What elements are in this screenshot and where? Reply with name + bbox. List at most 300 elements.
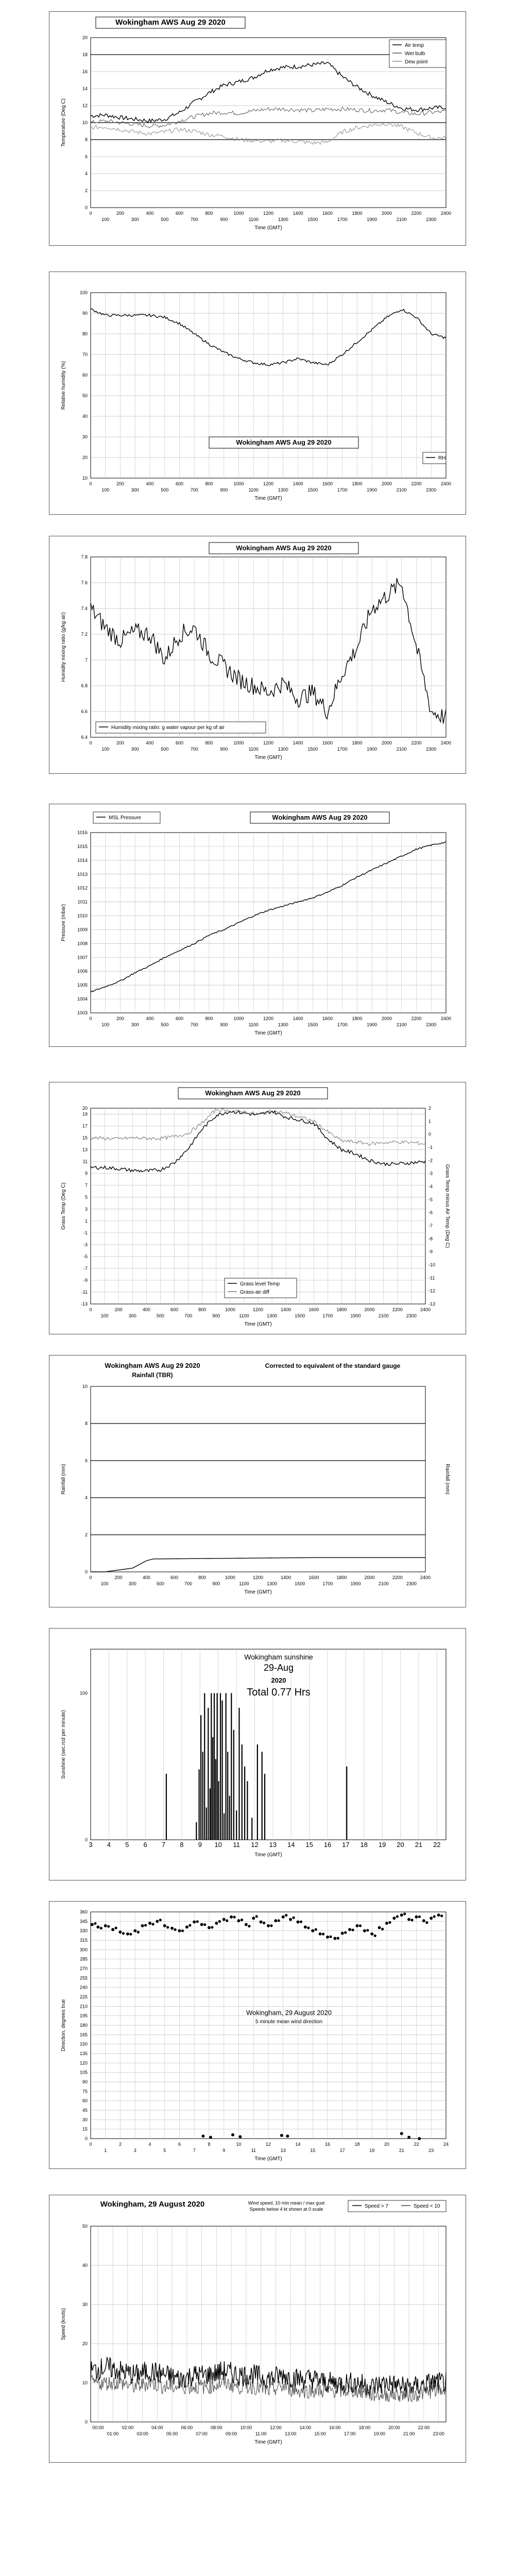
- x-tick-label: 0: [89, 2142, 92, 2147]
- x-tick-label: 1500: [295, 1581, 305, 1586]
- sunshine-total: Total 0.77 Hrs: [247, 1687, 311, 1698]
- y-tick-label: 12: [82, 103, 88, 108]
- x-tick-label: 15:00: [314, 2431, 326, 2436]
- x-tick-label: 12: [251, 1841, 259, 1849]
- wind-direction-point: [267, 1924, 270, 1927]
- y-tick-label: 30: [82, 434, 88, 439]
- x-tick-label: 08:00: [211, 2425, 222, 2430]
- wind-direction-point: [370, 1933, 373, 1936]
- x-tick-label: 8: [208, 2142, 211, 2147]
- y-tick-label: 1005: [77, 982, 88, 988]
- wind-direction-point: [215, 1922, 218, 1925]
- chart-note: Speeds below 4 kt shown at 0 scale: [249, 2207, 323, 2212]
- x-tick-label: 200: [114, 1575, 123, 1580]
- wind-direction-point: [297, 1921, 300, 1924]
- wind-direction-point: [418, 2137, 421, 2140]
- x-tick-label: 23: [428, 2148, 434, 2153]
- wind-direction-point: [181, 1929, 184, 1932]
- chart-panel-pressure: [49, 804, 466, 1047]
- x-tick-label: 2400: [440, 1016, 452, 1021]
- x-tick-label: 900: [220, 747, 228, 752]
- x-tick-label: 1800: [336, 1575, 347, 1580]
- wind-direction-point: [418, 1916, 421, 1918]
- wind-direction-point: [403, 1912, 406, 1915]
- wind-direction-point: [374, 1935, 376, 1937]
- y-axis-label: Relative humidity (%): [61, 361, 66, 410]
- y-tick-label: 1: [84, 1218, 88, 1224]
- wind-direction-point: [144, 1924, 147, 1926]
- wind-direction-point: [415, 1916, 418, 1919]
- x-tick-label: 0: [89, 1016, 92, 1021]
- legend-label: Speed > 7: [365, 2204, 388, 2209]
- wind-direction-point: [104, 1924, 107, 1927]
- x-tick-label: 11: [251, 2148, 256, 2153]
- y-tick-label: 255: [79, 1975, 88, 1981]
- y-tick-label: 80: [82, 331, 88, 336]
- wind-direction-point: [300, 1921, 302, 1923]
- x-tick-label: 2300: [406, 1581, 417, 1586]
- x-tick-label: 11: [233, 1841, 240, 1849]
- wind-direction-point: [156, 1920, 159, 1923]
- y-tick-label: 0: [84, 205, 88, 210]
- chart-title: Wokingham AWS Aug 29 2020: [272, 814, 368, 821]
- x-tick-label: 300: [131, 747, 139, 752]
- x-axis-label: Time (GMT): [254, 1852, 282, 1858]
- wind-direction-point: [209, 2136, 212, 2139]
- x-tick-label: 1300: [267, 1313, 278, 1318]
- y-tick-label: 2: [84, 1532, 88, 1537]
- wind-direction-point: [238, 2135, 242, 2138]
- y-tick-label: 135: [79, 2051, 88, 2056]
- x-tick-label: 400: [146, 211, 154, 216]
- wind-direction-point: [248, 1925, 250, 1927]
- humidity-chart: [49, 272, 466, 514]
- chart-title: Wokingham, 29 August 2020: [246, 2009, 332, 2016]
- chart-annotation: Corrected to equivalent of the standard gauge: [265, 1362, 401, 1369]
- x-tick-label: 1900: [350, 1313, 361, 1318]
- y-tick-label: 225: [79, 1994, 88, 1999]
- x-tick-label: 1400: [293, 481, 303, 486]
- x-tick-label: 600: [170, 1307, 179, 1312]
- y-tick-label: 10: [82, 1384, 88, 1389]
- x-tick-label: 1300: [267, 1581, 278, 1586]
- x-tick-label: 02:00: [122, 2425, 134, 2430]
- wind-direction-point: [245, 1923, 248, 1926]
- x-axis-label: Time (GMT): [254, 2439, 282, 2445]
- x-tick-label: 4: [107, 1841, 111, 1849]
- y-tick-label: 1013: [77, 871, 88, 877]
- y-tick-label: 1011: [77, 899, 88, 905]
- y-tick-label: 6: [84, 154, 88, 159]
- y-tick-label: 4: [84, 1495, 88, 1500]
- x-tick-label: 2200: [392, 1575, 403, 1580]
- y-tick-label: 6: [84, 1458, 88, 1463]
- x-tick-label: 1000: [233, 481, 244, 486]
- x-tick-label: 19: [378, 1841, 386, 1849]
- x-tick-label: 400: [142, 1307, 150, 1312]
- wind-direction-point: [200, 1923, 203, 1926]
- wind-direction-point: [263, 1922, 265, 1924]
- x-tick-label: 1200: [263, 481, 274, 486]
- y2-tick-label: -13: [428, 1301, 436, 1307]
- sunshine-bar: [251, 1818, 252, 1840]
- x-tick-label: 100: [101, 747, 110, 752]
- x-tick-label: 1500: [307, 747, 318, 752]
- y-tick-label: 19: [82, 1111, 88, 1117]
- y-tick-label: 4: [84, 171, 88, 176]
- x-tick-label: 2100: [378, 1313, 389, 1318]
- x-tick-label: 03:00: [136, 2431, 148, 2436]
- x-tick-label: 21: [415, 1841, 423, 1849]
- x-tick-label: 6: [143, 1841, 147, 1849]
- x-tick-label: 1500: [307, 217, 318, 222]
- plot-area: [91, 1386, 425, 1572]
- sunshine-bar: [220, 1693, 221, 1840]
- y-tick-label: 240: [79, 1985, 88, 1990]
- y-tick-label: 0: [84, 1569, 88, 1574]
- y-tick-label: 3: [84, 1206, 88, 1212]
- x-tick-label: 1300: [278, 217, 288, 222]
- y-tick-label: 7.4: [81, 606, 88, 611]
- x-tick-label: 2200: [411, 740, 422, 745]
- x-tick-label: 1200: [263, 211, 274, 216]
- x-tick-label: 1000: [225, 1575, 235, 1580]
- y-tick-label: 180: [79, 2023, 88, 2028]
- y-tick-label: 60: [82, 2098, 88, 2104]
- legend-label: RH: [438, 455, 446, 461]
- wind-direction-point: [208, 1926, 211, 1929]
- x-tick-label: 16: [323, 1841, 332, 1849]
- x-tick-label: 0: [89, 211, 92, 216]
- x-tick-label: 21:00: [403, 2431, 415, 2436]
- y-tick-label: 120: [79, 2060, 88, 2066]
- x-tick-label: 1900: [367, 217, 377, 222]
- y-tick-label: 10: [82, 120, 88, 125]
- wind-direction-point: [231, 2133, 234, 2137]
- x-tick-label: 7: [193, 2148, 196, 2153]
- x-tick-label: 500: [161, 1022, 169, 1027]
- y2-axis-label: Grass Temp minus Air Temp (Deg C): [444, 1164, 450, 1248]
- x-tick-label: 800: [205, 1016, 213, 1021]
- chart-panel-rainfall: [49, 1355, 466, 1607]
- x-tick-label: 400: [146, 481, 154, 486]
- y-tick-label: 360: [79, 1909, 88, 1914]
- x-tick-label: 100: [100, 1313, 109, 1318]
- wind-direction-point: [174, 1928, 177, 1931]
- wind-direction-point: [381, 1928, 384, 1930]
- sunshine-bar: [226, 1693, 227, 1840]
- y-tick-label: 18: [82, 52, 88, 57]
- chart-panel-grass-temp: [49, 1082, 466, 1334]
- x-tick-label: 2100: [378, 1581, 389, 1586]
- wind-direction-point: [218, 1920, 221, 1923]
- y2-tick-label: -9: [428, 1249, 433, 1255]
- wind-direction-point: [430, 1917, 433, 1920]
- y2-tick-label: -11: [428, 1275, 435, 1281]
- wind-direction-point: [163, 1924, 166, 1927]
- x-tick-label: 5: [163, 2148, 166, 2153]
- y-tick-label: 7.8: [81, 554, 88, 560]
- legend-label: Dew point: [405, 59, 428, 65]
- wind-direction-chart: [49, 1902, 466, 2168]
- x-tick-label: 1200: [252, 1575, 264, 1580]
- y-axis-label: Sunshine (sec.rcd per minute): [61, 1710, 66, 1779]
- x-tick-label: 16:00: [329, 2425, 341, 2430]
- y-axis-label: Temperature (Deg C): [61, 98, 66, 147]
- x-tick-label: 18: [354, 2142, 360, 2147]
- x-tick-label: 10:00: [240, 2425, 252, 2430]
- y-tick-label: 165: [79, 2032, 88, 2038]
- wind-direction-point: [422, 1919, 425, 1922]
- y-tick-label: 45: [82, 2108, 88, 2113]
- x-tick-label: 12:00: [270, 2425, 282, 2430]
- y-tick-label: 1014: [77, 857, 88, 863]
- sunshine-bar: [218, 1781, 219, 1840]
- y2-tick-label: -5: [428, 1197, 433, 1202]
- x-tick-label: 2400: [440, 740, 452, 745]
- wind-direction-point: [107, 1925, 110, 1928]
- wind-direction-point: [255, 1915, 258, 1918]
- x-tick-label: 1400: [293, 211, 303, 216]
- y-tick-label: -1: [83, 1230, 88, 1235]
- y2-tick-label: 1: [428, 1118, 432, 1124]
- sunshine-bar: [227, 1752, 228, 1840]
- x-tick-label: 06:00: [181, 2425, 193, 2430]
- wind-direction-point: [356, 1924, 359, 1927]
- wind-direction-point: [282, 1916, 285, 1919]
- y2-tick-label: 2: [428, 1106, 432, 1111]
- sunshine-bar: [233, 1730, 234, 1840]
- x-tick-label: 11:00: [255, 2431, 267, 2436]
- wind-direction-point: [400, 1913, 403, 1917]
- x-tick-label: 1600: [322, 1016, 333, 1021]
- wind-direction-point: [400, 2132, 403, 2135]
- y-tick-label: 16: [82, 69, 88, 74]
- legend-label: Wet bulb: [405, 51, 425, 57]
- x-tick-label: 100: [101, 487, 110, 493]
- y-tick-label: 100: [79, 290, 88, 295]
- sunshine-bar: [247, 1781, 248, 1840]
- wind-direction-point: [333, 1937, 336, 1940]
- x-tick-label: 1700: [337, 487, 348, 493]
- x-tick-label: 22: [433, 1841, 441, 1849]
- wind-direction-point: [433, 1915, 436, 1918]
- x-tick-label: 00:00: [92, 2425, 104, 2430]
- wind-direction-point: [274, 1919, 277, 1922]
- y-axis-label: Grass Temp (Deg C): [61, 1182, 66, 1230]
- x-axis-label: Time (GMT): [254, 496, 282, 501]
- x-tick-label: 200: [116, 740, 125, 745]
- wind-direction-point: [440, 1914, 443, 1917]
- plot-area: [91, 1649, 446, 1840]
- y-tick-label: 20: [82, 1106, 88, 1111]
- x-tick-label: 2100: [396, 487, 407, 493]
- x-tick-label: 4: [148, 2142, 151, 2147]
- x-tick-label: 100: [101, 217, 110, 222]
- x-tick-label: 1100: [248, 1022, 259, 1027]
- x-tick-label: 9: [222, 2148, 226, 2153]
- y-tick-label: 195: [79, 2013, 88, 2019]
- y2-tick-label: -2: [428, 1158, 433, 1163]
- x-tick-label: 04:00: [151, 2425, 163, 2430]
- wind-direction-point: [352, 1928, 354, 1931]
- x-tick-label: 1100: [248, 747, 259, 752]
- chart-title: Wokingham AWS Aug 29 2020: [236, 438, 332, 446]
- x-tick-label: 09:00: [225, 2431, 237, 2436]
- wind-direction-point: [326, 1936, 329, 1939]
- x-tick-label: 1700: [337, 1022, 348, 1027]
- wind-direction-point: [407, 1918, 410, 1921]
- x-tick-label: 1200: [263, 1016, 274, 1021]
- x-tick-label: 17:00: [344, 2431, 356, 2436]
- x-tick-label: 20:00: [388, 2425, 400, 2430]
- y-tick-label: 345: [79, 1919, 88, 1924]
- x-tick-label: 900: [220, 487, 228, 493]
- x-tick-label: 5: [125, 1841, 129, 1849]
- x-tick-label: 1000: [233, 211, 244, 216]
- x-axis-label: Time (GMT): [254, 1030, 282, 1036]
- x-tick-label: 3: [89, 1841, 93, 1849]
- x-tick-label: 8: [180, 1841, 184, 1849]
- wind-direction-point: [211, 1926, 213, 1928]
- y-tick-label: -11: [81, 1289, 88, 1295]
- y-axis-label: Speed (knots): [61, 2308, 66, 2341]
- wind-direction-point: [233, 1916, 236, 1918]
- y-tick-label: 30: [82, 2302, 88, 2307]
- x-tick-label: 300: [131, 487, 139, 493]
- x-tick-label: 2100: [396, 217, 407, 222]
- x-tick-label: 3: [133, 2148, 136, 2153]
- chart-title: Wokingham AWS Aug 29 2020: [205, 1089, 301, 1097]
- x-tick-label: 600: [175, 211, 184, 216]
- wind-direction-point: [166, 1926, 169, 1928]
- x-tick-label: 24: [443, 2142, 449, 2147]
- chart-title: Wokingham, 29 August 2020: [100, 2200, 205, 2209]
- x-tick-label: 1600: [322, 481, 333, 486]
- x-tick-label: 1900: [367, 747, 377, 752]
- chart-panel-humidity: [49, 272, 466, 515]
- x-tick-label: 1000: [233, 1016, 244, 1021]
- temperature-chart: [49, 12, 466, 245]
- y-tick-label: 9: [84, 1171, 88, 1176]
- y2-axis-label: Rainfall (mm): [444, 1464, 450, 1495]
- sunshine-bar: [210, 1788, 211, 1840]
- x-tick-label: 300: [128, 1313, 136, 1318]
- wind-direction-point: [94, 1922, 96, 1925]
- x-tick-label: 05:00: [166, 2431, 178, 2436]
- y-tick-label: 10: [82, 2380, 88, 2385]
- x-tick-label: 1200: [263, 740, 274, 745]
- y-tick-label: 1003: [77, 1010, 88, 1015]
- x-tick-label: 1900: [367, 487, 377, 493]
- x-tick-label: 1100: [248, 217, 259, 222]
- y2-tick-label: -7: [428, 1223, 433, 1228]
- chart-title: Wokingham AWS Aug 29 2020: [105, 1362, 200, 1369]
- x-tick-label: 18: [360, 1841, 368, 1849]
- x-tick-label: 700: [184, 1581, 193, 1586]
- chart-note: Wind speed, 10 min mean / max gust: [248, 2200, 325, 2206]
- x-tick-label: 1800: [352, 211, 363, 216]
- wind-direction-point: [280, 2134, 283, 2137]
- x-tick-label: 1600: [308, 1307, 319, 1312]
- y-axis-label: Humidity mixing ratio (g/kg air): [61, 612, 66, 682]
- y2-tick-label: -6: [428, 1210, 433, 1215]
- x-tick-label: 1500: [295, 1313, 305, 1318]
- x-tick-label: 1700: [322, 1313, 333, 1318]
- y-tick-label: 1016: [77, 830, 88, 835]
- x-tick-label: 1000: [233, 740, 244, 745]
- wind-direction-point: [185, 1925, 188, 1928]
- wind-direction-point: [396, 1915, 399, 1918]
- x-tick-label: 19: [369, 2148, 375, 2153]
- wind-direction-point: [91, 1923, 94, 1926]
- y-tick-label: 100: [79, 1690, 88, 1696]
- x-tick-label: 1900: [350, 1581, 361, 1586]
- chart-panel-sunshine: [49, 1628, 466, 1880]
- wind-direction-point: [337, 1937, 339, 1939]
- x-tick-label: 21: [399, 2148, 404, 2153]
- wind-direction-point: [425, 1921, 428, 1924]
- y-tick-label: 8: [84, 137, 88, 142]
- x-tick-label: 1700: [337, 747, 348, 752]
- y-axis-label: Pressure (mbar): [61, 904, 66, 942]
- y-tick-label: 15: [82, 1135, 88, 1141]
- sunshine-bar: [214, 1693, 215, 1840]
- y-tick-label: 20: [82, 455, 88, 460]
- x-tick-label: 1600: [322, 211, 333, 216]
- sunshine-bar: [196, 1822, 197, 1840]
- x-tick-label: 1400: [281, 1575, 291, 1580]
- y-tick-label: 11: [82, 1159, 88, 1164]
- wind-direction-point: [307, 1926, 310, 1929]
- x-tick-label: 2100: [396, 747, 407, 752]
- x-tick-label: 1200: [252, 1307, 264, 1312]
- wind-direction-point: [437, 1913, 440, 1917]
- y2-tick-label: -10: [428, 1262, 436, 1267]
- x-tick-label: 01:00: [107, 2431, 119, 2436]
- x-tick-label: 13:00: [284, 2431, 297, 2436]
- wind-direction-point: [407, 2136, 410, 2139]
- y-tick-label: 6.6: [81, 709, 88, 714]
- sunshine-bar: [264, 1774, 265, 1840]
- y-tick-label: 7.6: [81, 580, 88, 585]
- wind-direction-point: [203, 1923, 206, 1926]
- wind-direction-point: [348, 1928, 351, 1931]
- x-tick-label: 22: [414, 2142, 419, 2147]
- mixing-ratio-chart: [49, 536, 466, 773]
- x-tick-label: 2300: [426, 487, 437, 493]
- x-tick-label: 13: [280, 2148, 286, 2153]
- x-tick-label: 2300: [426, 747, 437, 752]
- y2-tick-label: -3: [428, 1171, 433, 1176]
- wind-direction-point: [126, 1933, 129, 1936]
- wind-direction-point: [315, 1928, 317, 1931]
- wind-direction-point: [366, 1929, 369, 1931]
- x-tick-label: 1: [104, 2148, 107, 2153]
- sunshine-bar: [244, 1767, 245, 1840]
- wind-direction-point: [411, 1919, 414, 1921]
- y-tick-label: 40: [82, 414, 88, 419]
- sunshine-bar: [206, 1807, 207, 1840]
- x-tick-label: 2200: [411, 1016, 422, 1021]
- x-tick-label: 2200: [392, 1307, 403, 1312]
- wind-direction-point: [388, 1921, 391, 1924]
- y-tick-label: 90: [82, 311, 88, 316]
- x-tick-label: 1800: [352, 740, 363, 745]
- y-tick-label: 17: [82, 1123, 88, 1129]
- x-tick-label: 23:00: [433, 2431, 444, 2436]
- x-axis-label: Time (GMT): [254, 2156, 282, 2162]
